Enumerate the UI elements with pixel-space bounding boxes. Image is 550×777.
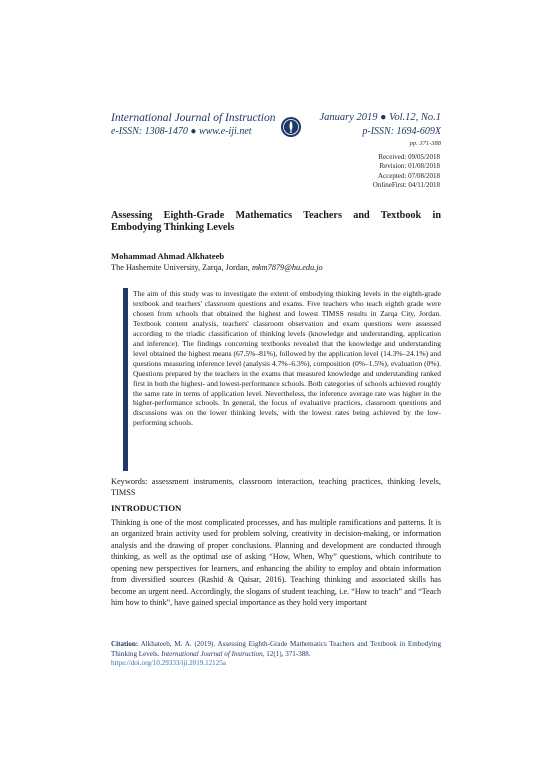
article-title: Assessing Eighth-Grade Mathematics Teachers and Textbook in Embodying Thinking Levels [111,210,441,233]
citation-journal: International Journal of Instruction [161,649,263,658]
citation-doi-link[interactable]: https://doi.org/10.29333/iji.2019.12125a [111,659,226,667]
affiliation-text: The Hashemite University, Zarqa, Jordan, [111,263,252,272]
article-history [373,153,440,190]
author-affiliation [111,262,323,273]
online-issn: e-ISSN: 1308-1470 ● www.e-iji.net [111,126,252,137]
author-email[interactable]: mkm7879@hu.edu.jo [251,263,323,272]
citation-text-after: , 12(1), 371-388. [262,649,311,658]
introduction-heading: INTRODUCTION [111,503,182,513]
author-name: Mohammad Ahmad Alkhateeb [111,251,225,261]
journal-name: International Journal of Instruction [111,112,276,124]
citation-block [111,640,441,669]
citation-label: Citation: [111,640,139,648]
header-right [291,111,441,148]
issue-date-volume: January 2019 ● Vol.12, No.1 [319,112,441,123]
online-first-date: OnlineFirst: 04/11/2018 [372,180,440,189]
journal-header [111,111,441,151]
page-range: pp. 371-388 [409,140,441,147]
revision-date: Revision: 01/08/2018 [379,162,440,171]
abstract-accent-bar [123,288,128,471]
header-left [111,111,276,139]
print-issn: p-ISSN: 1694-609X [362,126,441,137]
abstract-text: The aim of this study was to investigate the extent of embodying thinking levels in the eighth-grade textbook and teachers' classroom questions and exams. Five teachers who teach eighth grade were chosen from schools that obtained the highest and lowest TIMSS results in Zarqa City, Jordan. Textbook content analysis, teachers' classroom observation and exam questions were assessed according to the triadic classification of thinking levels (knowledge and understanding, application and inference). The findings concerning textbooks revealed that the knowledge and understanding level obtained the highest means (67.5%–81%), followed by the application level (14.3%–24.1%) and questions measuring inference level (analysis 4.7%–6.3%), composition (0%–1.5%), evaluation (0%). Questions prepared by the teachers in the exams that measured knowledge and understanding ranked first in both the highest- and lowest-performance schools. Both categories of schools achieved roughly the same rate in terms of application level. Nevertheless, the inference average rate was higher in the higher-performance schools. In general, the focus of evaluative practices, classroom questions and discussions was on the lower thinking levels, with the lowest rates being achieved by the low-performing schools. [133,289,441,428]
journal-logo-icon [280,116,302,138]
keywords: Keywords: assessment instruments, classroom interaction, teaching practices, thinking levels, TIMSS [111,477,441,497]
received-date: Received: 09/05/2018 [378,153,440,161]
introduction-text: Thinking is one of the most complicated processes, and has multiple ramifications and patterns. It is an organized brain activity used for problem solving, creativity in decision-making, or information analysis and the drawing of proper conclusions. Planning and development are conducted through thinking, as well as the optimal use of asking “How, When, Why” questions, which contribute to opening new perspectives for learners, and enhancing the ability to employ and obtain information from diversified sources (Rashid & Qaisar, 2016). Teaching thinking and associated skills has become an urgent need. Accordingly, the slogans of student teaching, i.e. “How to teach” and “Teach him how to think”, have gained special importance as they hold very important [111,518,441,608]
accepted-date: Accepted: 07/08/2018 [377,171,440,180]
citation-text-before: Alkhateeb, M. A. (2019). Assessing Eighth-Grade Mathematics Teachers and Textbook in Embodying Thinking Levels. [111,640,441,658]
